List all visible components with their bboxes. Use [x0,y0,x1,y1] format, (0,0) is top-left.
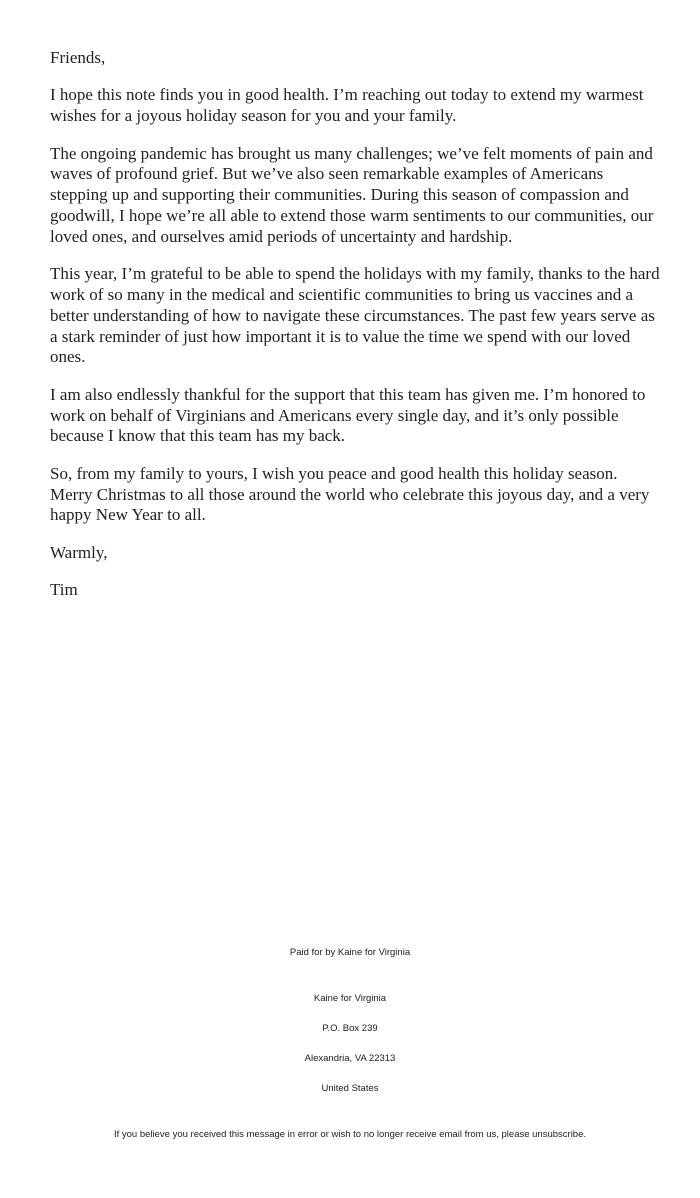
closing: Warmly, [50,542,108,562]
unsubscribe-notice [0,1128,700,1141]
signature: Tim [50,580,78,600]
address-country [0,1082,700,1095]
po-box-text: P.O. Box 239 [322,1023,378,1034]
org-name-text: Kaine for Virginia [313,993,387,1004]
paragraph-5: So, from my family to yours, I wish you peace and good health this holiday season. Merry Christmas to all those around the world who celebrate this joyous day, and a very happy New Year to all. [50,463,650,525]
address-po-box [0,1022,700,1035]
paid-for-text: Paid for by Kaine for Virginia [289,947,411,958]
paid-for-disclaimer [0,946,700,959]
address-city [0,1052,700,1065]
country-text: United States [321,1083,379,1094]
paragraph-3: This year, I’m grateful to be able to spend the holidays with my family, thanks to the hard work of so many in the medical and scientific communities to bring us vaccines and a better understanding of how to navigate these circumstances. The past few years serve as a stark reminder of just how important it is to value the time we spend with our loved ones. [50,264,660,367]
paragraph-4: I am also endlessly thankful for the support that this team has given me. I’m honored to work on behalf of Virginians and Americans every single day, and it’s only possible because I know that this team has my back. [50,384,646,446]
salutation: Friends, [50,48,106,67]
city-text: Alexandria, VA 22313 [304,1053,396,1064]
unsubscribe-text: If you believe you received this message in error or wish to no longer receive email from us, please unsubscribe. [113,1129,587,1140]
paragraph-1: I hope this note finds you in good health. I’m reaching out today to extend my warmest wishes for a joyous holiday season for you and your family. [50,85,644,126]
paragraph-2: The ongoing pandemic has brought us many challenges; we’ve felt moments of pain and waves of profound grief. But we’ve also seen remarkable examples of Americans stepping up and supporting their communities. During this season of compassion and goodwill, I hope we’re all able to extend those warm sentiments to our communities, our loved ones, and ourselves amid periods of uncertainty and hardship. [50,143,654,246]
address-org [0,992,700,1005]
letter-body [50,48,660,617]
